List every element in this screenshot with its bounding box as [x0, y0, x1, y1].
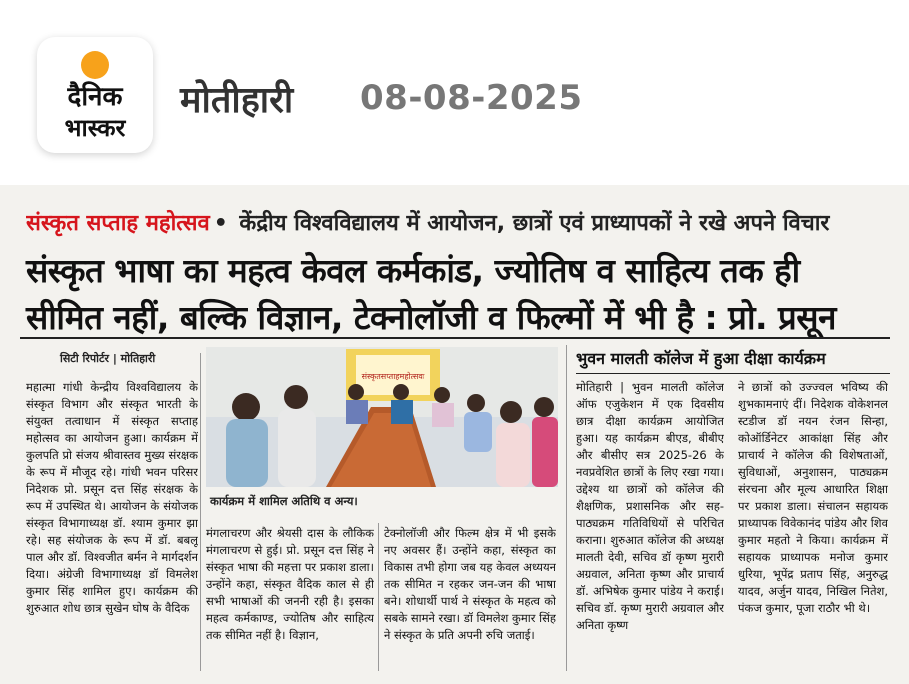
dainik-bhaskar-logo[interactable]	[37, 37, 153, 153]
article-column-3: टेक्नोलॉजी और फिल्म क्षेत्र में भी इसके नए अवसर हैं। उन्होंने कहा, संस्कृत का विकास तभी होगा जब यह केवल अध्ययन तक सीमित न रहकर जन-जन की भाषा बने। शोधार्थी पार्थ ने संस्कृत के महत्व को सबके सामने रखा। डॉ विमलेश कुमार सिंह ने संस्कृत के प्रति अपनी रुचि जताई।	[384, 526, 556, 642]
article-kicker	[26, 207, 886, 237]
article-column-1: महात्मा गांधी केन्द्रीय विश्वविद्यालय के संस्कृत विभाग और संस्कृत भारती के संयुक्त तत्वाधान में संस्कृत सप्ताह महोत्सव का आयोजन हुआ। कार्यक्रम में कुलपति प्रो संजय श्रीवास्तव मुख्य संरक्षक के रूप में मौजूद रहे। गांधी भवन परिसर निदेशक प्रो. प्रसून दत्त सिंह संरक्षक के रूप में उपस्थित थे। आयोजन के संयोजक संस्कृत विभागाध्यक्ष डॉ. श्याम कुमार झा रहे। सह संयोजक के रूप में डॉ. बबलू पाल और डॉ. विश्वजीत बर्मन ने मार्गदर्शन दिया। अंग्रेजी विभागाध्यक्ष डॉ विमलेश कुमार सिंह शामिल हुए। कार्यक्रम की शुरुआत शोध छात्र सुखेन घोष के वैदिक	[26, 380, 198, 615]
sun-icon	[81, 51, 109, 79]
headline-rule	[20, 337, 890, 339]
event-photo-illustration	[206, 347, 558, 487]
column-divider	[200, 353, 201, 671]
side-article-column-1: मोतिहारी | भुवन मालती कॉलेज ऑफ एजुकेशन में एक दिवसीय छात्र दीक्षा कार्यक्रम आयोजित हुआ। यह कार्यक्रम बीएड, बीबीए और बीसीए सत्र 2025-26 के नवप्रवेशित छात्रों के लिए रखा गया। उद्देश्य था छात्रों को कॉलेज की शैक्षणिक, प्रशासनिक और सह-पाठ्यक्रम गतिविधियों से परिचित कराना। शुरुआत कॉलेज की अध्यक्ष मालती देवी, सचिव डॉ कृष्ण मुरारी अग्रवाल, अनिता कृष्ण और प्राचार्य डॉ. अभिषेक कुमार पांडेय ने कराई। सचिव डॉ. कृष्ण मुरारी अग्रवाल और अनिता कृष्ण	[576, 380, 724, 632]
kicker-bullet: •	[213, 211, 228, 236]
headline-line-2: सीमित नहीं, बल्कि विज्ञान, टेक्नोलॉजी व फिल्मों में भी है : प्रो. प्रसून	[26, 298, 836, 337]
side-article-column-2: ने छात्रों को उज्ज्वल भविष्य की शुभकामनाएं दीं। निदेशक वोकेशनल स्टडीज डॉ नयन रंजन सिन्हा, कोऑर्डिनेटर आकांक्षा सिंह और प्राचार्य ने कॉलेज की विशेषताओं, सुविधाओं, अनुशासन, पाठ्यक्रम संरचना और मूल्य आधारित शिक्षा पर प्रकाश डाला। संचालन सहायक प्राध्यापक विवेकानंद पांडेय और शिव कुमार महतो ने किया। कार्यक्रम में सहायक प्राध्यापक मनोज कुमार धुरिया, भूपेंद्र प्रताप सिंह, अनुरुद्ध यादव, अर्जुन यादव, निखिल नितेश, पंकज कुमार, पूजा राठौर भी थे।	[738, 380, 888, 615]
side-article-headline: भुवन मालती कॉलेज में हुआ दीक्षा कार्यक्रम	[576, 349, 826, 368]
article-column-2: मंगलाचरण और श्रेयसी दास के लौकिक मंगलाचरण से हुई। प्रो. प्रसून दत्त सिंह ने संस्कृत भाषा की महत्ता पर प्रकाश डाला। उन्होंने कहा, संस्कृत वैदिक काल से ही सभी भाषाओं की जननी रही है। इसका महत्व कर्मकाण्ड, ज्योतिष और साहित्य तक सीमित नहीं है। विज्ञान,	[206, 526, 374, 642]
page-header	[0, 0, 909, 180]
edition-date: 08-08-2025	[360, 78, 583, 118]
kicker-label: संस्कृत सप्ताह महोत्सव	[26, 211, 210, 236]
logo-line1: दैनिक	[67, 82, 123, 112]
edition-city: मोतीहारी	[180, 80, 294, 121]
photo-banner-text: संस्कृतसप्ताहमहोत्सवः	[361, 372, 425, 381]
kicker-text: केंद्रीय विश्वविद्यालय में आयोजन, छात्रों एवं प्राध्यापकों ने रखे अपने विचार	[239, 211, 830, 236]
logo-line2: भास्कर	[64, 114, 126, 142]
side-article-rule	[576, 373, 890, 374]
newspaper-clipping	[0, 185, 909, 684]
article-byline: सिटी रिपोर्टर | मोतिहारी	[60, 352, 156, 365]
event-photo[interactable]	[206, 347, 558, 487]
photo-caption: कार्यक्रम में शामिल अतिथि व अन्य।	[210, 494, 358, 508]
article-headline	[26, 247, 886, 341]
column-divider	[378, 523, 379, 671]
column-divider	[566, 345, 567, 671]
headline-line-1: संस्कृत भाषा का महत्व केवल कर्मकांड, ज्योतिष व साहित्य तक ही	[26, 251, 800, 290]
